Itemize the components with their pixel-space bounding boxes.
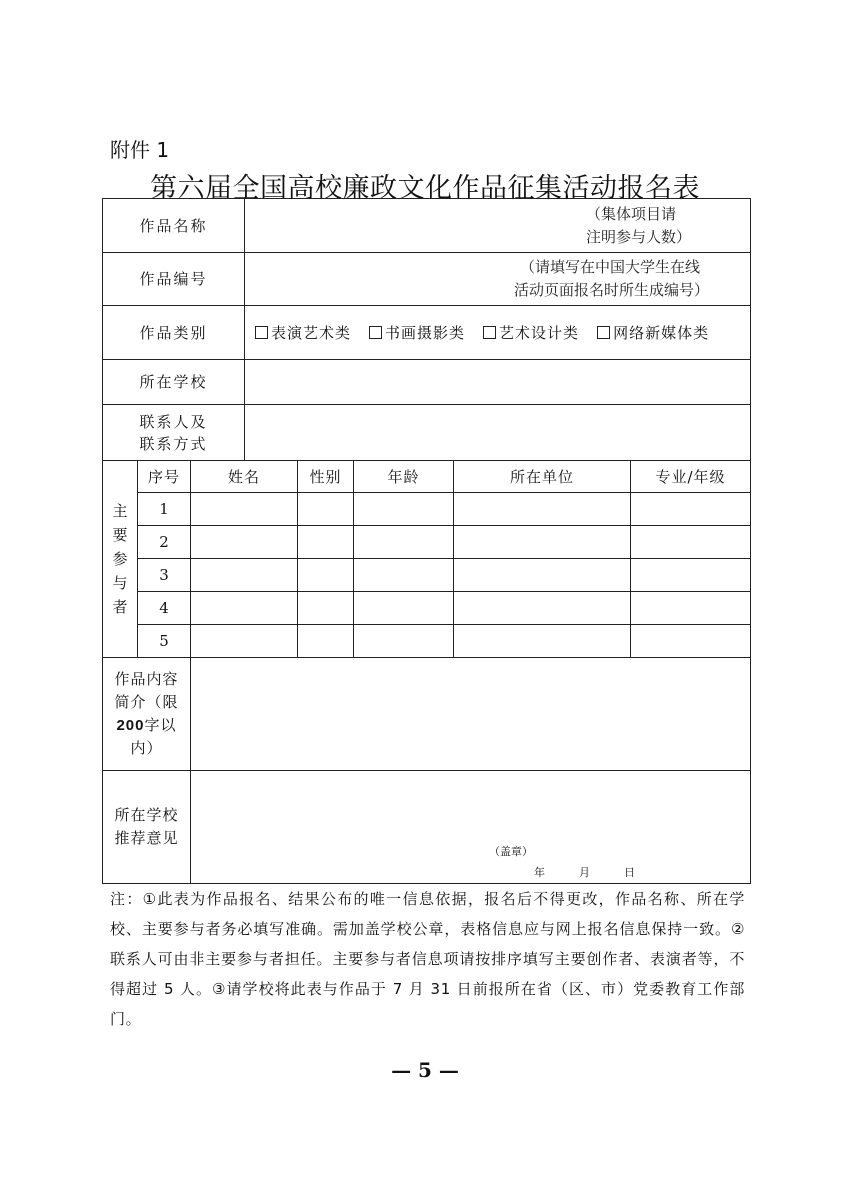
col-header-major: 专业/年级 (631, 461, 751, 493)
category-option-art-design[interactable]: 艺术设计类 (483, 322, 579, 343)
contact-field[interactable] (245, 405, 751, 461)
col-header-name: 姓名 (191, 461, 298, 493)
participant-unit-cell[interactable] (454, 592, 631, 625)
work-number-label: 作品编号 (103, 253, 245, 306)
participant-major-cell[interactable] (631, 625, 751, 658)
category-option-calligraphy-photo[interactable]: 书画摄影类 (369, 322, 465, 343)
participant-seq: 4 (138, 592, 191, 625)
participant-major-cell[interactable] (631, 559, 751, 592)
participant-name-cell[interactable] (191, 592, 298, 625)
participant-age-cell[interactable] (354, 559, 454, 592)
participants-header-row (103, 461, 751, 493)
participant-name-cell[interactable] (191, 526, 298, 559)
participant-gender-cell[interactable] (298, 526, 354, 559)
participant-row (103, 559, 751, 592)
participant-seq: 5 (138, 625, 191, 658)
page-number: — 5 — (391, 1058, 459, 1082)
participant-major-cell[interactable] (631, 592, 751, 625)
attachment-label: 附件 1 (110, 138, 170, 162)
checkbox-icon[interactable] (369, 326, 382, 339)
date-day: 日 (624, 866, 635, 879)
participants-section-label: 主 要 参 与 者 (103, 461, 138, 658)
col-header-seq: 序号 (138, 461, 191, 493)
participant-row (103, 493, 751, 526)
contact-label: 联系人及 联系方式 (103, 405, 245, 461)
participant-major-cell[interactable] (631, 526, 751, 559)
form-title: 第六届全国高校廉政文化作品征集活动报名表 (150, 173, 700, 204)
participant-unit-cell[interactable] (454, 526, 631, 559)
work-name-row (103, 199, 751, 253)
participant-age-cell[interactable] (354, 526, 454, 559)
date-year: 年 (534, 866, 545, 879)
work-name-hint-line1: （集体项目请 (586, 204, 677, 223)
participant-unit-cell[interactable] (454, 559, 631, 592)
participant-row (103, 526, 751, 559)
work-number-hint-line2: 活动页面报名时所生成编号） (514, 281, 710, 299)
col-header-unit: 所在单位 (454, 461, 631, 493)
work-number-row (103, 253, 751, 306)
participant-gender-cell[interactable] (298, 625, 354, 658)
participant-gender-cell[interactable] (298, 592, 354, 625)
footnote: 注：①此表为作品报名、结果公布的唯一信息依据，报名后不得更改，作品名称、所在学校、主要参与者务必填写准确。需加盖学校公章，表格信息应与网上报名信息保持一致。②联系人可由非主要参与者担任。主要参与者信息项请按排序填写主要创作者、表演者等，不得超过 5 人。③请学校将此表与作品于 7 月 31 日前报所在省（区、市）党委教育工作部门。 (110, 890, 745, 1028)
work-name-field[interactable] (245, 199, 751, 253)
recommendation-label: 所在学校 推荐意见 (103, 771, 191, 884)
school-row (103, 360, 751, 405)
participant-seq: 1 (138, 493, 191, 526)
checkbox-icon[interactable] (597, 326, 610, 339)
work-number-field[interactable] (245, 253, 751, 306)
participant-gender-cell[interactable] (298, 559, 354, 592)
summary-row (103, 658, 751, 771)
participant-age-cell[interactable] (354, 493, 454, 526)
recommendation-field[interactable] (191, 771, 751, 884)
category-row (103, 306, 751, 360)
participant-age-cell[interactable] (354, 592, 454, 625)
participant-name-cell[interactable] (191, 625, 298, 658)
school-field[interactable] (245, 360, 751, 405)
work-name-hint-line2: 注明参与人数） (586, 227, 692, 246)
participant-row (103, 625, 751, 658)
work-name-label: 作品名称 (103, 199, 245, 253)
participant-name-cell[interactable] (191, 559, 298, 592)
date-month: 月 (579, 866, 590, 879)
participant-name-cell[interactable] (191, 493, 298, 526)
checkbox-icon[interactable] (255, 326, 268, 339)
participant-row (103, 592, 751, 625)
category-options (245, 306, 751, 360)
school-label: 所在学校 (103, 360, 245, 405)
checkbox-icon[interactable] (483, 326, 496, 339)
category-label: 作品类别 (103, 306, 245, 360)
seal-label: （盖章） (489, 845, 533, 858)
participant-age-cell[interactable] (354, 625, 454, 658)
registration-table (102, 198, 751, 884)
participant-unit-cell[interactable] (454, 493, 631, 526)
contact-row (103, 405, 751, 461)
participant-gender-cell[interactable] (298, 493, 354, 526)
work-number-hint-line1: （请填写在中国大学生在线 (520, 258, 701, 276)
date-line (534, 864, 669, 880)
col-header-age: 年龄 (354, 461, 454, 493)
participant-unit-cell[interactable] (454, 625, 631, 658)
summary-label: 作品内容 简介（限 200字以 内） (103, 658, 191, 771)
category-option-new-media[interactable]: 网络新媒体类 (597, 322, 709, 343)
participant-seq: 3 (138, 559, 191, 592)
recommendation-row (103, 771, 751, 884)
participant-seq: 2 (138, 526, 191, 559)
participant-major-cell[interactable] (631, 493, 751, 526)
col-header-gender: 性别 (298, 461, 354, 493)
summary-field[interactable] (191, 658, 751, 771)
category-option-performance[interactable]: 表演艺术类 (255, 322, 351, 343)
